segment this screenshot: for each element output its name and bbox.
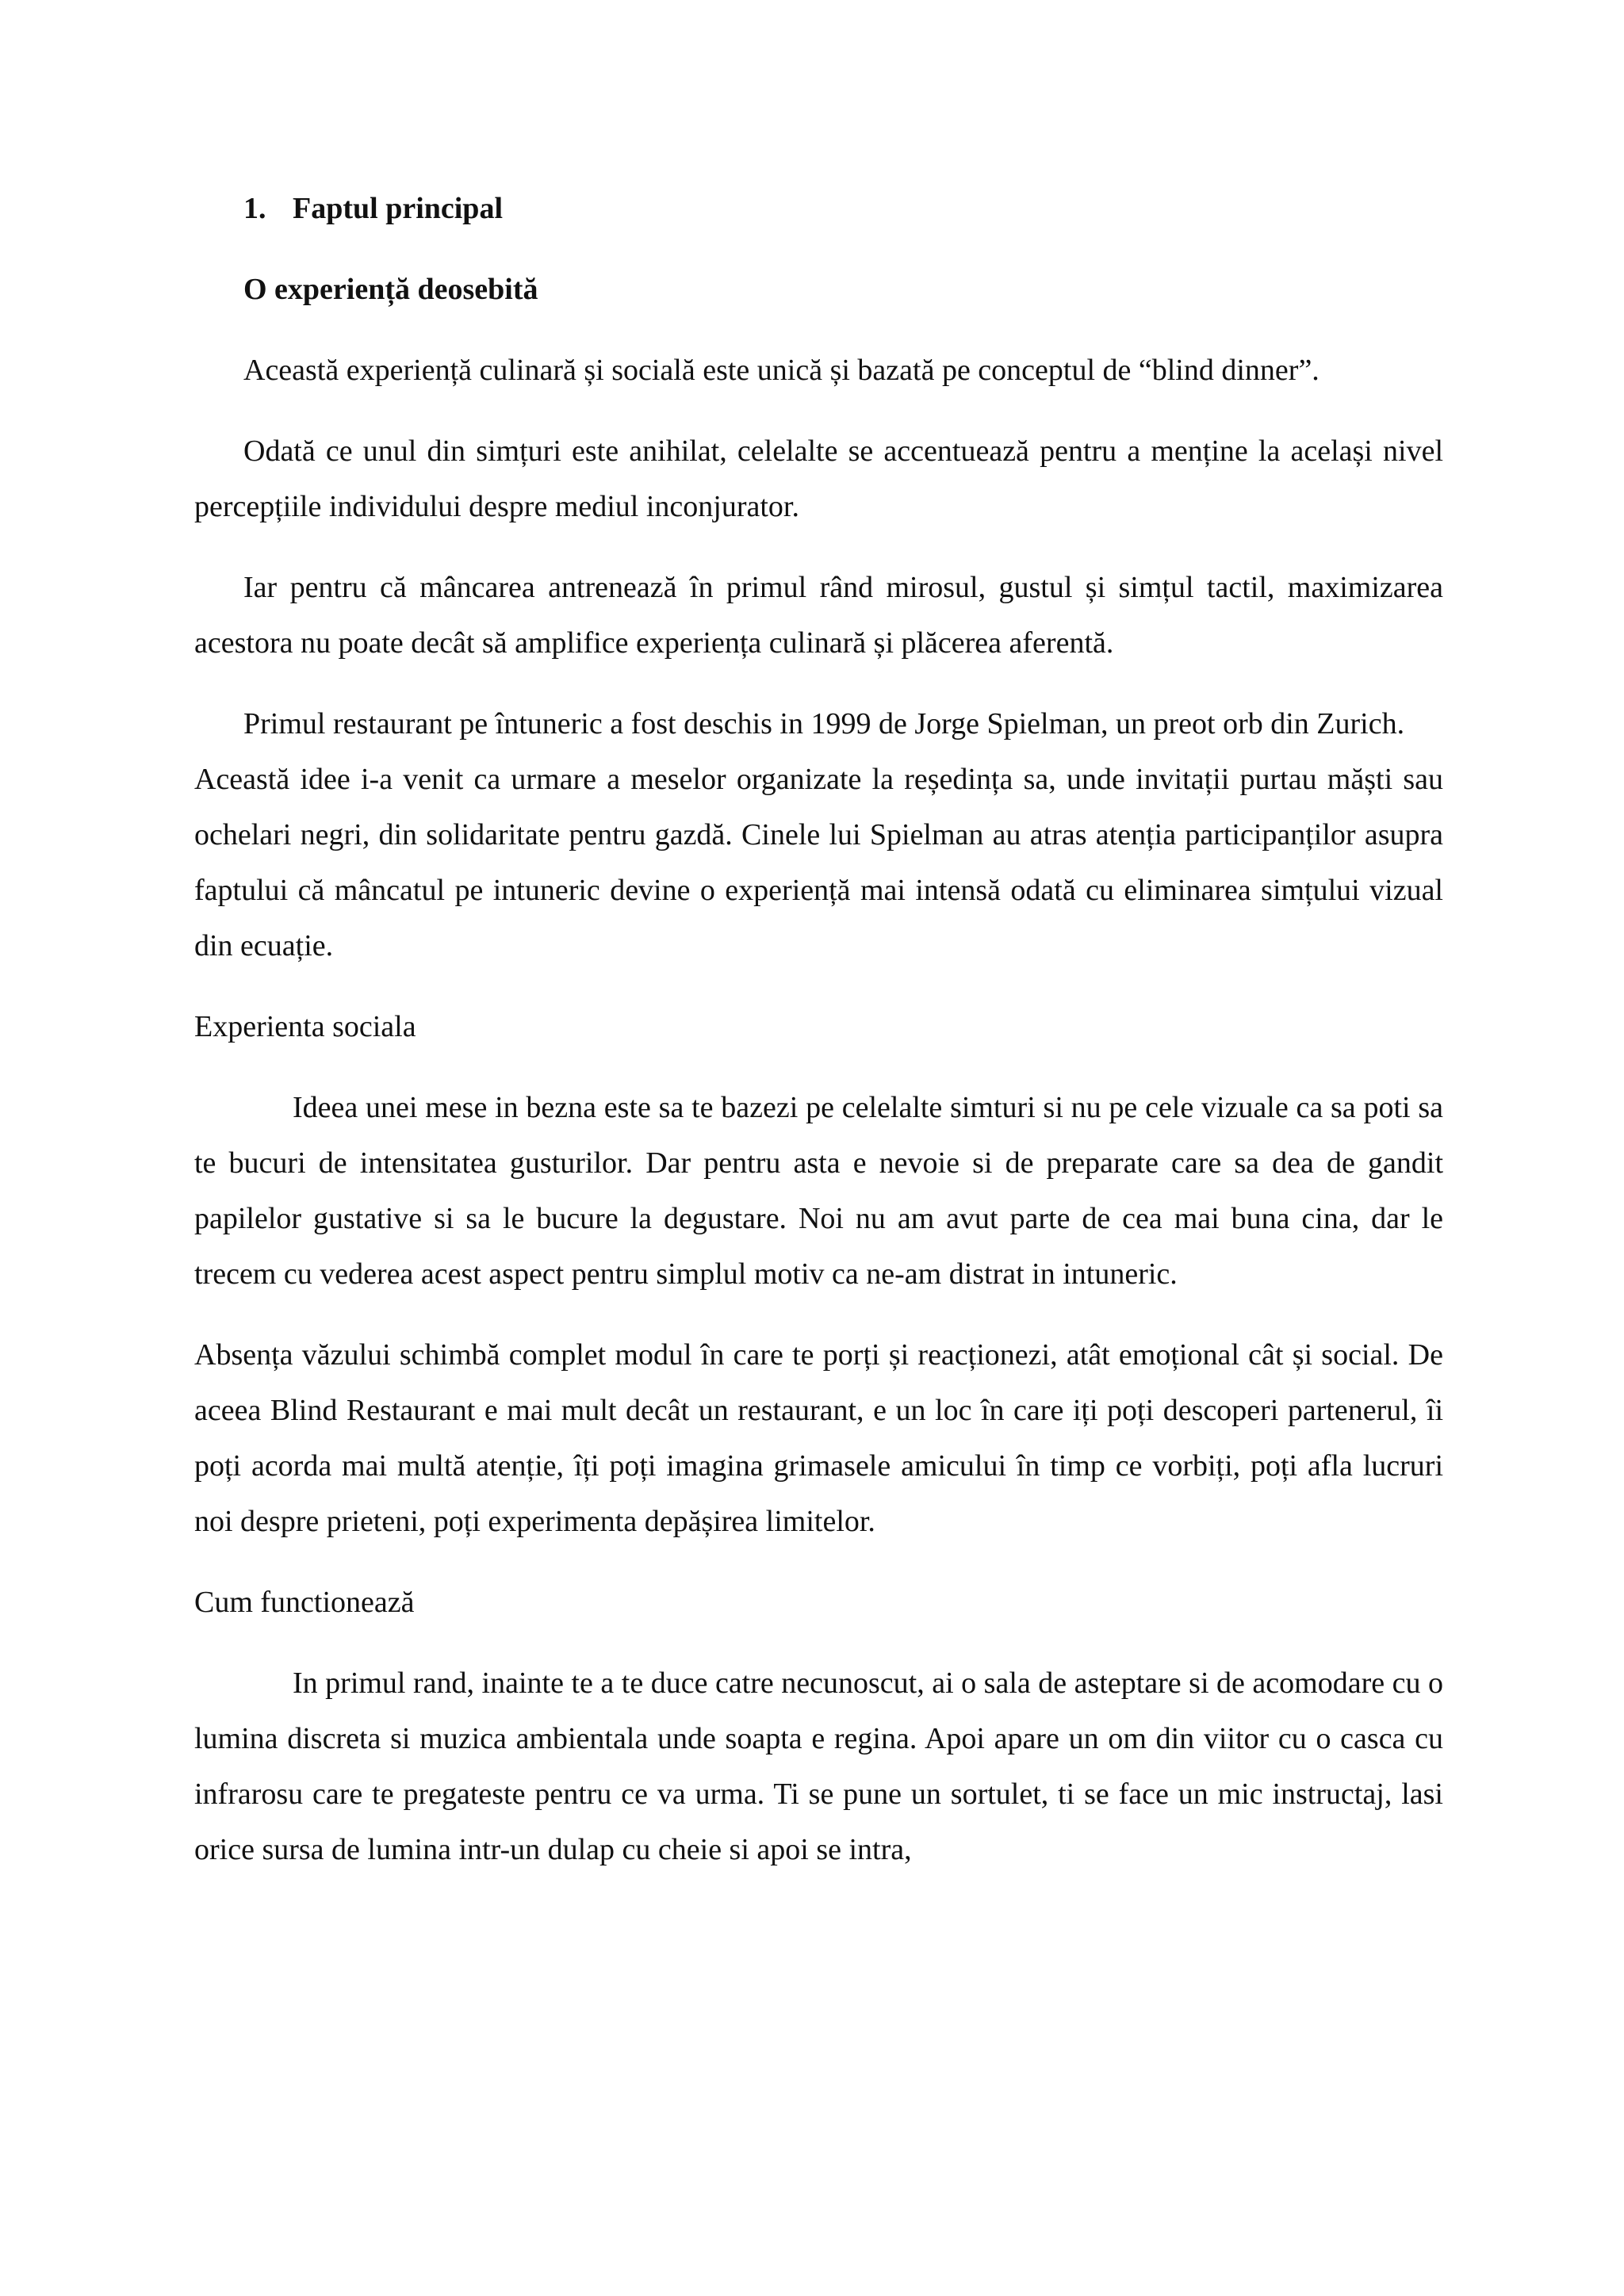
section-number: 1. <box>243 192 266 225</box>
paragraph-taste: Iar pentru că mâncarea antrenează în primul rând mirosul, gustul și simțul tactil, maximizarea acestora nu poate decât să amplifice experiența culinară și plăcerea aferentă. <box>194 571 1443 660</box>
paragraph-origin: Această idee i-a venit ca urmare a meselor organizate la reședința sa, unde invitații purtau măști sau ochelari negri, din solidaritate pentru gazdă. Cinele lui Spielman au atras atenția participanților asupra faptului că mâncatul pe intuneric devine o experiență mai intensă odată cu eliminarea simțului vizual din ecuație. <box>194 763 1443 962</box>
heading-how-it-works: Cum functionează <box>194 1586 415 1619</box>
document-body <box>194 181 1443 1877</box>
paragraph-history: Primul restaurant pe întuneric a fost deschis in 1999 de Jorge Spielman, un preot orb din Zurich. <box>243 707 1405 740</box>
paragraph-dark-meal: Ideea unei mese in bezna este sa te bazezi pe celelalte simturi si nu pe cele vizuale ca sa poti sa te bucuri de intensitatea gusturilor. Dar pentru asta e nevoie si de preparate care sa dea de gandit papilelor gustative si sa le bucure la degustare. Noi nu am avut parte de cea mai buna cina, dar le trecem cu vederea acest aspect pentru simplul motiv ca ne-am distrat in intuneric. <box>194 1091 1443 1291</box>
heading-social-experience: Experienta sociala <box>194 1010 416 1043</box>
paragraph-procedure: In primul rand, inainte te a te duce catre necunoscut, ai o sala de asteptare si de acomodare cu o lumina discreta si muzica ambientala unde soapta e regina. Apoi apare un om din viitor cu o casca cu infrarosu care te pregateste pentru ce va urma. Ti se pune un sortulet, ti se face un mic instructaj, lasi orice sursa de lumina intr-un dulap cu cheie si apoi se intra, <box>194 1667 1443 1866</box>
subtitle: O experiență deosebită <box>243 273 538 306</box>
section-title: Faptul principal <box>293 192 503 225</box>
paragraph-absence-of-sight: Absența văzului schimbă complet modul în care te porți și reacționezi, atât emoțional cât și social. De aceea Blind Restaurant e mai mult decât un restaurant, e un loc în care iți poți descoperi partenerul, îi poți acorda mai multă atenție, îți poți imagina grimasele amicului în timp ce vorbiți, poți afla lucruri noi despre prieteni, poți experimenta depășirea limitelor. <box>194 1338 1443 1538</box>
section-heading <box>194 181 1443 236</box>
paragraph-intro: Această experiență culinară și socială este unică și bazată pe conceptul de “blind dinner”. <box>243 354 1320 387</box>
paragraph-senses: Odată ce unul din simțuri este anihilat, celelalte se accentuează pentru a menține la același nivel percepțiile individului despre mediul inconjurator. <box>194 434 1443 523</box>
